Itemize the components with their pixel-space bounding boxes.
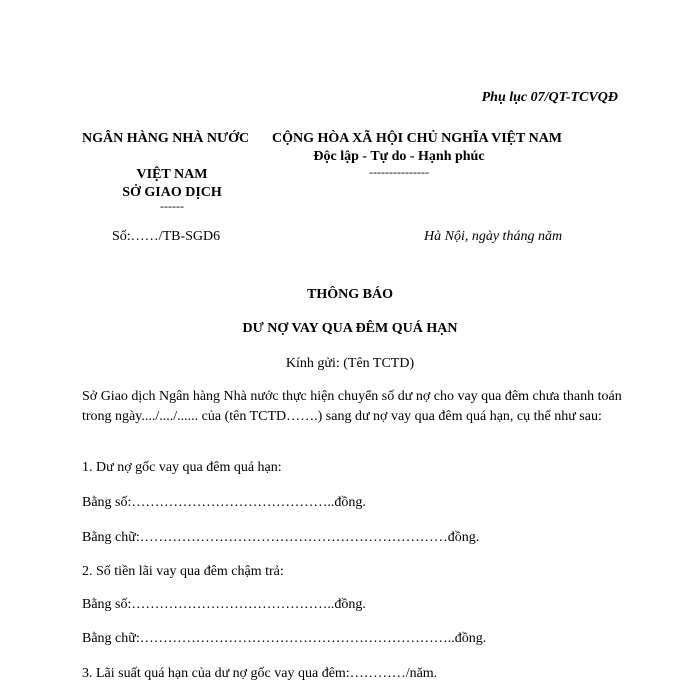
intro-paragraph: Sở Giao dịch Ngân hàng Nhà nước thực hiện chuyển số dư nợ cho vay qua đêm chưa thanh toán trong ngày..../..../...... của (tên TCTD…….) sang dư nợ vay qua đêm quá hạn, cụ thể như sau: <box>82 389 622 424</box>
recipient-line: Kính gửi: (Tên TCTD) <box>285 356 415 371</box>
issuer-rule: ------ <box>160 199 184 213</box>
date-place: Hà Nội, ngày tháng năm <box>424 229 563 244</box>
item-2-amount-number: Bằng số:……………………………………..đồng. <box>82 597 366 612</box>
item-3-heading: 3. Lãi suất quá hạn của dư nợ gốc vay qua đêm:…………/năm. <box>82 666 438 681</box>
issuer-org-line1: NGÂN HÀNG NHÀ NƯỚC <box>82 131 250 146</box>
item-2-amount-words: Bằng chữ:…………………………………………………………..đồng. <box>82 631 487 646</box>
issuer-org-line3: SỞ GIAO DỊCH <box>122 185 222 200</box>
document-title: THÔNG BÁO <box>307 287 393 302</box>
issuer-org-line2: VIỆT NAM <box>136 167 208 182</box>
document-subtitle: DƯ NỢ VAY QUA ĐÊM QUÁ HẠN <box>242 321 458 336</box>
country-name: CỘNG HÒA XÃ HỘI CHỦ NGHĨA VIỆT NAM <box>272 131 563 146</box>
item-1-heading: 1. Dư nợ gốc vay qua đêm quá hạn: <box>82 460 282 475</box>
item-1-amount-number: Bằng số:……………………………………..đồng. <box>82 495 366 510</box>
appendix-label: Phụ lục 07/QT-TCVQĐ <box>481 90 618 105</box>
document-number: Số:……/TB-SGD6 <box>112 229 221 244</box>
item-2-heading: 2. Số tiền lãi vay qua đêm chậm trả: <box>82 564 284 579</box>
motto-rule: --------------- <box>369 165 429 179</box>
national-motto: Độc lập - Tự do - Hạnh phúc <box>313 149 485 164</box>
item-1-amount-words: Bằng chữ:…………………………………………………………đồng. <box>82 530 480 545</box>
